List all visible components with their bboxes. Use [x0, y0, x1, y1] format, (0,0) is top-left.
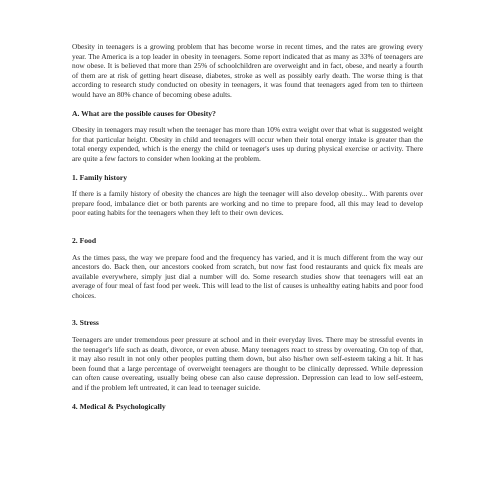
section-heading-stress: 3. Stress — [72, 318, 99, 328]
section-body-stress: Teenagers are under tremendous peer pressure at school and in their everyday lives. There may be stressful events in the teenager's life such as death, divorce, or even abuse. Many teenagers react to stress by overeating. On top of that, it may also result in not only other peoples putting them down, but also his/her own self-esteem taking a hit. It has been found that a large percentage of overweight teenagers are thought to be clinically depressed. While depression can often cause overeating, usually being obese can also cause depression. Depression can lead to low self-esteem, and if the problem left untreated, it can lead to teenager suicide. — [72, 335, 423, 393]
section-body-family-history: If there is a family history of obesity the chances are high the teenager will also develop obesity... With parents over prepare food, imbalance diet or both parents are working and no time to prepare food, all this may lead to develop poor eating habits for the teenagers when they left to their own devices. — [72, 189, 423, 218]
intro-paragraph: Obesity in teenagers is a growing problem that has become worse in recent times, and the rates are growing every year. The America is a top leader in obesity in teenagers. Some report indicated that as many as 33% of teenagers are now obese. It is believed that more than 25% of schoolchildren are overweight and in fact, obese, and nearly a fourth of them are at risk of getting heart disease, diabetes, stroke as well as possibly early death. The worse thing is that according to research study conducted on obesity in teenagers, it was found that teenagers aged from ten to thirteen would have an 80% chance of becoming obese adults. — [72, 42, 423, 99]
section-heading-causes: A. What are the possible causes for Obesity? — [72, 108, 216, 118]
section-heading-food: 2. Food — [72, 235, 97, 245]
section-heading-medical: 4. Medical & Psychologically — [72, 401, 166, 411]
section-heading-family-history: 1. Family history — [72, 172, 128, 182]
section-body-causes: Obesity in teenagers may result when the teenager has more than 10% extra weight over that what is suggested weight for that particular height. Obesity in child and teenagers will occur when their total energy intake is greater than the total energy expended, which is the energy the child or teenager's uses up during physical exercise or activity. There are quite a few factors to consider when looking at the problem. — [72, 125, 423, 163]
section-body-food: As the times pass, the way we prepare food and the frequency has varied, and it is much different from the way our ancestors do. Back then, our ancestors cooked from scratch, but now fast food restaurants and quick fix meals are available everywhere, simply just dial a number will do. Some research studies show that teenagers will eat an average of four meal of fast food per week. This will lead to the list of causes is unhealthy eating habits and poor food choices. — [72, 252, 423, 300]
document-page — [72, 42, 423, 411]
